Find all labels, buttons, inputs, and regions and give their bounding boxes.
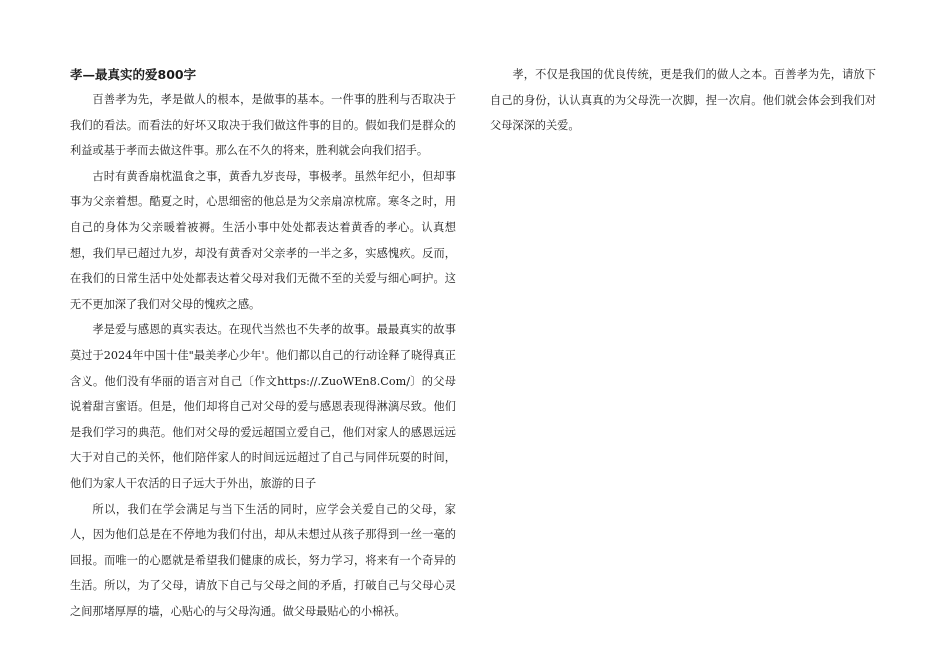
paragraph-4: 所以，我们在学会满足与当下生活的同时，应学会关爱自己的父母，家人，因为他们总是在不停地为我们付出，却从未想过从孩子那得到一丝一毫的回报。而唯一的心愿就是希望我们健康的成长，努力学习，将来有一个奇异的生活。所以，为了父母，请放下自己与父母之间的矛盾，打破自己与父母心灵之间那堵厚厚的墙，心贴心的与父母沟通。做父母最贴心的小棉袄。 bbox=[70, 502, 456, 618]
paragraph-2: 古时有黄香扇枕温食之事，黄香九岁丧母，事极孝。虽然年纪小，但却事事为父亲着想。酷夏之时，心思细密的他总是为父亲扇凉枕席。寒冬之时，用自己的身体为父亲暖着被褥。生活小事中处处都表达着黄香的孝心。认真想想，我们早已超过九岁，却没有黄香对父亲孝的一半之多，实感愧疚。反而，在我们的日常生活中处处都表达着父母对我们无微不至的关爱与细心呵护。这无不更加深了我们对父母的愧疚之感。 bbox=[70, 169, 456, 311]
document-title: 孝—最真实的爱800字 bbox=[70, 67, 197, 82]
paragraph-1: 百善孝为先，孝是做人的根本，是做事的基本。一件事的胜利与否取决于我们的看法。而看法的好坏又取决于我们做这件事的目的。假如我们是群众的利益或基于孝而去做这件事。那么在不久的将来，胜利就会向我们招手。 bbox=[70, 93, 456, 158]
right-column bbox=[490, 62, 876, 139]
left-column bbox=[70, 62, 456, 624]
paragraph-3: 孝是爱与感恩的真实表达。在现代当然也不失孝的故事。最最真实的故事莫过于2024年中国十佳"最美孝心少年'。他们都以自己的行动诠释了晓得真正含义。他们没有华丽的语言对自己〔作文https://.ZuoWEn8.Com/〕的父母说着甜言蜜语。但是，他们却将自己对父母的爱与感恩表现得淋漓尽致。他们是我们学习的典范。他们对父母的爱远超国立爱自己，他们对家人的感恩远远大于对自己的关怀，他们陪伴家人的时间远远超过了自己与同伴玩耍的时间，他们为家人干农活的日子远大于外出，旅游的日子 bbox=[70, 323, 456, 490]
paragraph-5: 孝，不仅是我国的优良传统，更是我们的做人之本。百善孝为先，请放下自己的身份，认认真真的为父母洗一次脚，捏一次肩。他们就会体会到我们对父母深深的关爱。 bbox=[490, 68, 876, 133]
